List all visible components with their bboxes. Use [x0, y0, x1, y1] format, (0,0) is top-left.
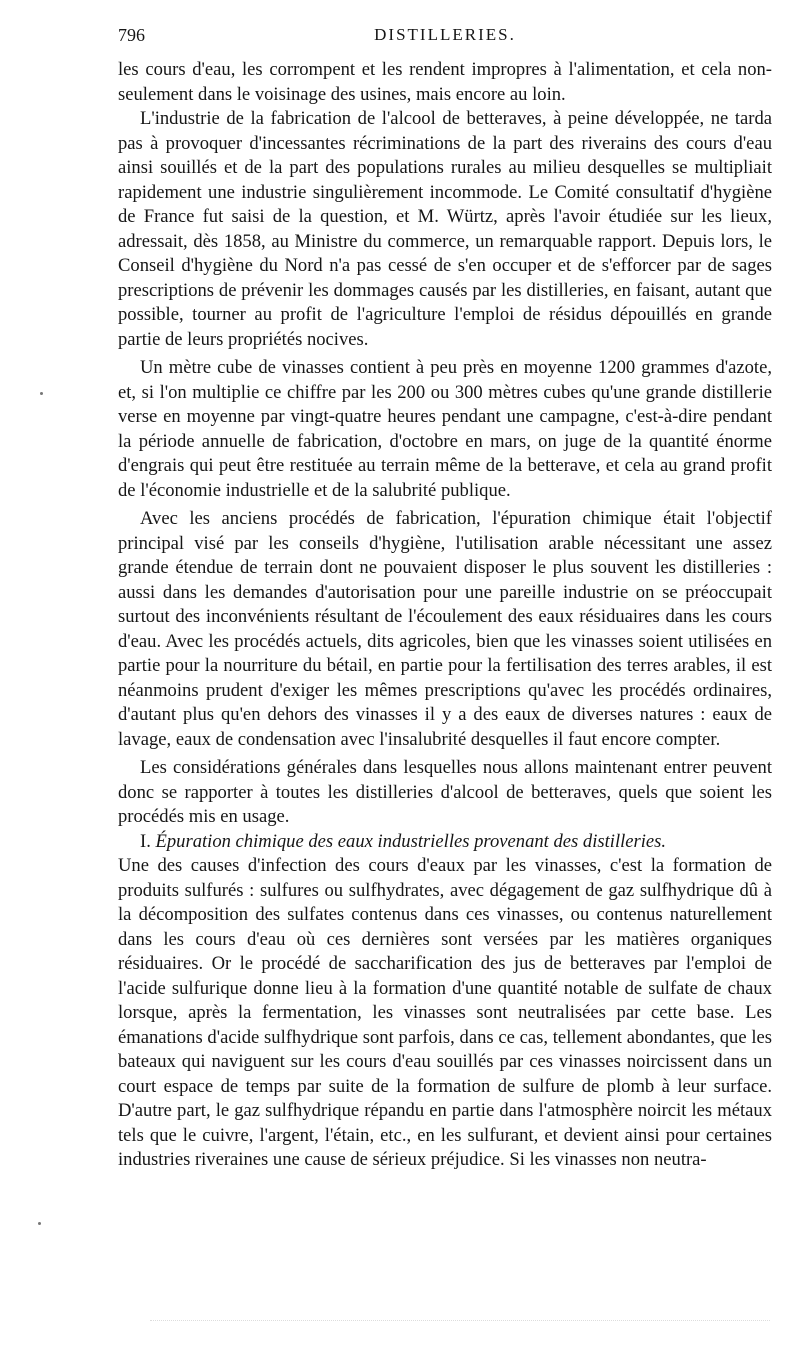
paragraph-continuation: les cours d'eau, les corrompent et les rendent impropres à l'alimentation, et cela non-seulement dans le voisinage des usines, mais encore au loin. — [118, 59, 772, 105]
body-text — [118, 58, 772, 1173]
page-header — [118, 22, 772, 48]
book-page — [118, 22, 772, 1173]
paragraph-sulfur-compounds: Une des causes d'infection des cours d'eaux par les vinasses, c'est la formation de produits sulfurés : sulfures ou sulfhydrates, avec dégagement de gaz sulfhydrique dû à la décomposition des sulfates contenus dans ces vinasses, ou contenus naturellement dans les cours d'eau où ces dernières sont versées par les matières organiques résiduaires. Or le procédé de saccharification des jus de betteraves par l'emploi de l'acide sulfurique donne lieu à la formation d'une quantité notable de sulfate de chaux lorsque, après la fermentation, les vinasses sont neutralisées par cette base. Les émanations d'acide sulfhydrique sont parfois, dans ce cas, tellement abondantes, que les bateaux qui naviguent sur les cours d'eau souillés par ces vinasses noircissent dans un court espace de temps par suite de la formation de sulfure de plomb à leur surface. D'autre part, le gaz sulfhydrique répandu en partie dans l'atmosphère noircit les métaux tels que le cuivre, l'argent, l'étain, etc., en les sulfurant, et devient ainsi pour certaines industries riveraines une cause de sérieux préjudice. Si les vinasses non neutra- — [118, 855, 772, 1170]
page-number: 796 — [118, 25, 145, 45]
margin-speck-lower — [38, 1222, 41, 1225]
paragraph-general-considerations: Les considérations générales dans lesquelles nous allons maintenant entrer peuvent donc se rapporter à toutes les distilleries d'alcool de betteraves, quels que soient les procédés mis en usage. — [118, 757, 772, 827]
paragraph-industry-history: L'industrie de la fabrication de l'alcool de betteraves, à peine développée, ne tarda pas à provoquer d'incessantes récriminations de la part des riverains des cours d'eau ainsi souillés et de la part des populations rurales au milieu desquelles se multipliait rapidement une industrie singulièrement incommode. Le Comité consultatif d'hygiène de France fut saisi de la question, et M. Würtz, après l'avoir étudiée sur les lieux, adressait, dès 1858, au Ministre du commerce, un remarquable rapport. Depuis lors, le Conseil d'hygiène du Nord n'a pas cessé de s'en occuper et de s'efforcer par de sages prescriptions de prévenir les dommages causés par les distilleries, en faisant, autant que possible, tourner au profit de l'agriculture l'emploi de résidus dépouillés en grande partie de leurs propriétés nocives. — [118, 108, 772, 350]
paragraph-chemical-purification: Avec les anciens procédés de fabrication, l'épuration chimique était l'objectif principal visé par les conseils d'hygiène, l'utilisation arable nécessitant une assez grande étendue de terrain dont ne pouvaient disposer le plus souvent les distilleries : aussi dans les demandes d'autorisation pour une pareille industrie on se préoccupait surtout des inconvénients résultant de l'écoulement des eaux résiduaires dans les cours d'eau. Avec les procédés actuels, dits agricoles, bien que les vinasses soient utilisées en partie pour la nourriture du bétail, en partie pour la fertilisation des terres arables, il est néanmoins prudent d'exiger les mêmes prescriptions qu'avec les procédés ordinaires, d'autant plus qu'en dehors des vinasses il y a des eaux de diverses natures : eaux de lavage, eaux de condensation avec l'insalubrité desquelles il faut encore compter. — [118, 508, 772, 750]
bleed-through-rule — [150, 1320, 770, 1321]
section-heading — [118, 830, 772, 855]
running-head: DISTILLERIES. — [374, 25, 516, 44]
paragraph-vinasses-nitrogen: Un mètre cube de vinasses contient à peu près en moyenne 1200 grammes d'azote, et, si l'on multiplie ce chiffre par les 200 ou 300 mètres cubes qu'une grande distillerie verse en moyenne par vingt-quatre heures pendant une campagne, c'est-à-dire pendant la période annuelle de fabrication, d'octobre en mars, on juge de la quantité énorme d'engrais qui peut être restituée au terrain même de la betterave, et cela au grand profit de l'économie industrielle et de la salubrité publique. — [118, 357, 772, 501]
section-title: Épuration chimique des eaux industrielles provenant des distilleries. — [155, 830, 667, 852]
margin-speck-upper — [40, 392, 43, 395]
section-number: I. — [140, 830, 151, 852]
